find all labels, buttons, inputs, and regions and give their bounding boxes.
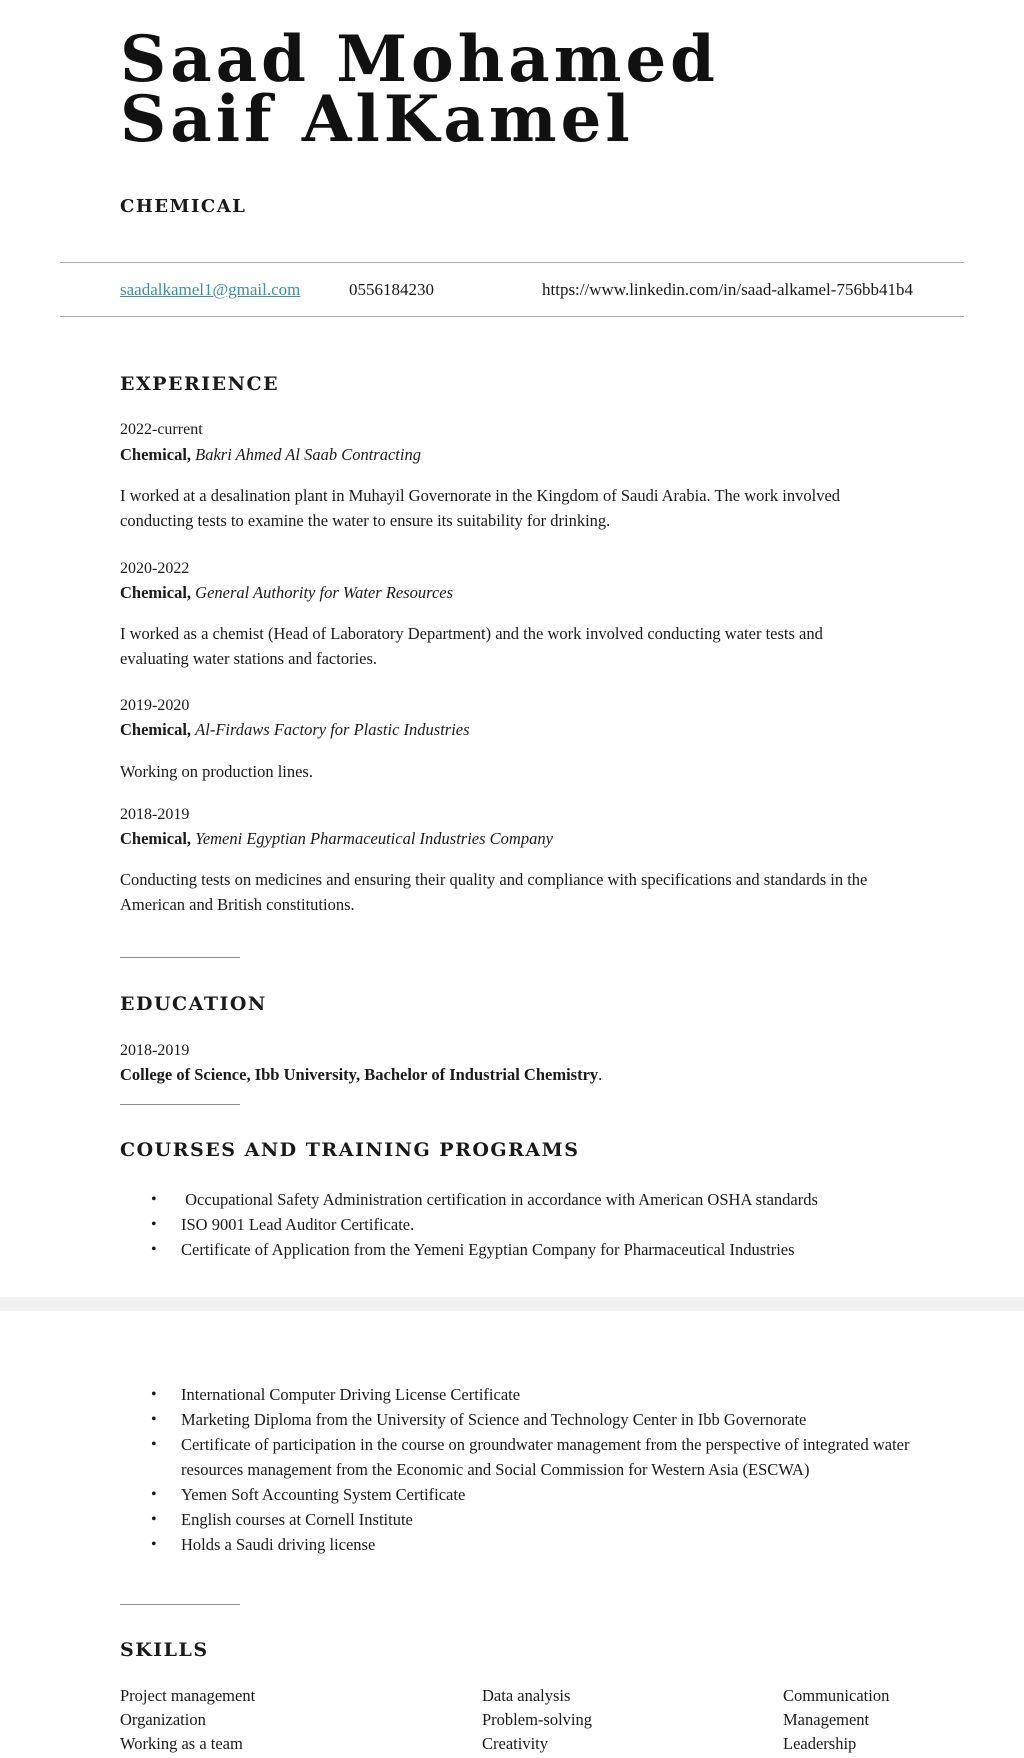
education-date: 2018-2019 <box>120 1042 190 1059</box>
experience-heading: EXPERIENCE <box>120 373 280 395</box>
list-item: • Occupational Safety Administration certification in accordance with American OSHA standards <box>181 1187 971 1212</box>
skill-item: Communication <box>783 1686 890 1705</box>
section-divider <box>120 1104 240 1105</box>
contact-top-divider <box>60 262 964 263</box>
list-item: • Certificate of participation in the course on groundwater management from the perspective of integrated water resources management from the Economic and Social Commission for Western Asia (ESCWA) <box>181 1432 971 1482</box>
degree-period: . <box>598 1065 603 1084</box>
role-title: Chemical, <box>120 445 192 464</box>
list-item: • Marketing Diploma from the University of Science and Technology Center in Ibb Governorate <box>181 1407 971 1432</box>
courses-list <box>120 1187 971 1262</box>
skill-item: Working as a team <box>120 1734 243 1753</box>
skill-item: Organization <box>120 1710 206 1729</box>
experience-role <box>120 445 421 465</box>
candidate-name <box>120 22 719 157</box>
courses-heading: COURSES AND TRAINING PROGRAMS <box>120 1139 580 1161</box>
experience-role <box>120 583 453 603</box>
page-break <box>0 1297 1024 1311</box>
contact-bottom-divider <box>60 316 964 317</box>
role-title: Chemical, <box>120 829 192 848</box>
skill-item: Project management <box>120 1686 256 1705</box>
experience-date: 2019-2020 <box>120 697 190 714</box>
section-divider <box>120 1604 240 1605</box>
experience-description: I worked at a desalination plant in Muhayil Governorate in the Kingdom of Saudi Arabia. The work involved conducting tests to examine the water to ensure its suitability for drinking. <box>120 486 841 530</box>
list-item: • ISO 9001 Lead Auditor Certificate. <box>181 1212 971 1237</box>
company-name: General Authority for Water Resources <box>195 583 454 602</box>
name-line-1: Saad Mohamed <box>120 22 719 97</box>
company-name: Yemeni Egyptian Pharmaceutical Industries Company <box>195 829 553 848</box>
role-title: Chemical, <box>120 720 192 739</box>
company-name: Bakri Ahmed Al Saab Contracting <box>195 445 421 464</box>
list-item: • Yemen Soft Accounting System Certificate <box>181 1482 971 1507</box>
linkedin-url[interactable]: https://www.linkedin.com/in/saad-alkamel-756bb41b4 <box>542 280 913 299</box>
job-title: CHEMICAL <box>120 196 247 217</box>
list-item: • International Computer Driving License Certificate <box>181 1382 971 1407</box>
skill-item: Creativity <box>482 1734 548 1753</box>
email-link[interactable]: saadalkamel1@gmail.com <box>120 280 301 299</box>
phone-number: 0556184230 <box>349 280 434 299</box>
skill-item: Management <box>783 1710 870 1729</box>
experience-role <box>120 720 470 740</box>
courses-list-continued <box>120 1382 971 1557</box>
experience-date: 2020-2022 <box>120 560 190 577</box>
experience-description: Conducting tests on medicines and ensuring their quality and compliance with specifications and standards in the American and British constitutions. <box>120 870 868 914</box>
skill-item: Leadership <box>783 1734 857 1753</box>
skills-heading: SKILLS <box>120 1639 209 1661</box>
experience-description: I worked as a chemist (Head of Laboratory Department) and the work involved conducting water tests and evaluating water stations and factories. <box>120 624 823 668</box>
experience-description: Working on production lines. <box>120 762 313 781</box>
company-name: Al-Firdaws Factory for Plastic Industries <box>195 720 470 739</box>
skill-item: Data analysis <box>482 1686 571 1705</box>
section-divider <box>120 957 240 958</box>
degree-text: College of Science, Ibb University, Bachelor of Industrial Chemistry <box>120 1065 599 1084</box>
education-heading: EDUCATION <box>120 993 267 1015</box>
experience-date: 2018-2019 <box>120 806 190 823</box>
skill-item: Problem-solving <box>482 1710 592 1729</box>
experience-date: 2022-current <box>120 421 203 438</box>
experience-role <box>120 829 553 849</box>
education-degree <box>120 1065 602 1085</box>
list-item: • Holds a Saudi driving license <box>181 1532 971 1557</box>
name-line-2: Saif AlKamel <box>120 82 634 157</box>
role-title: Chemical, <box>120 583 192 602</box>
list-item: • Certificate of Application from the Yemeni Egyptian Company for Pharmaceutical Industries <box>181 1237 971 1262</box>
list-item: • English courses at Cornell Institute <box>181 1507 971 1532</box>
